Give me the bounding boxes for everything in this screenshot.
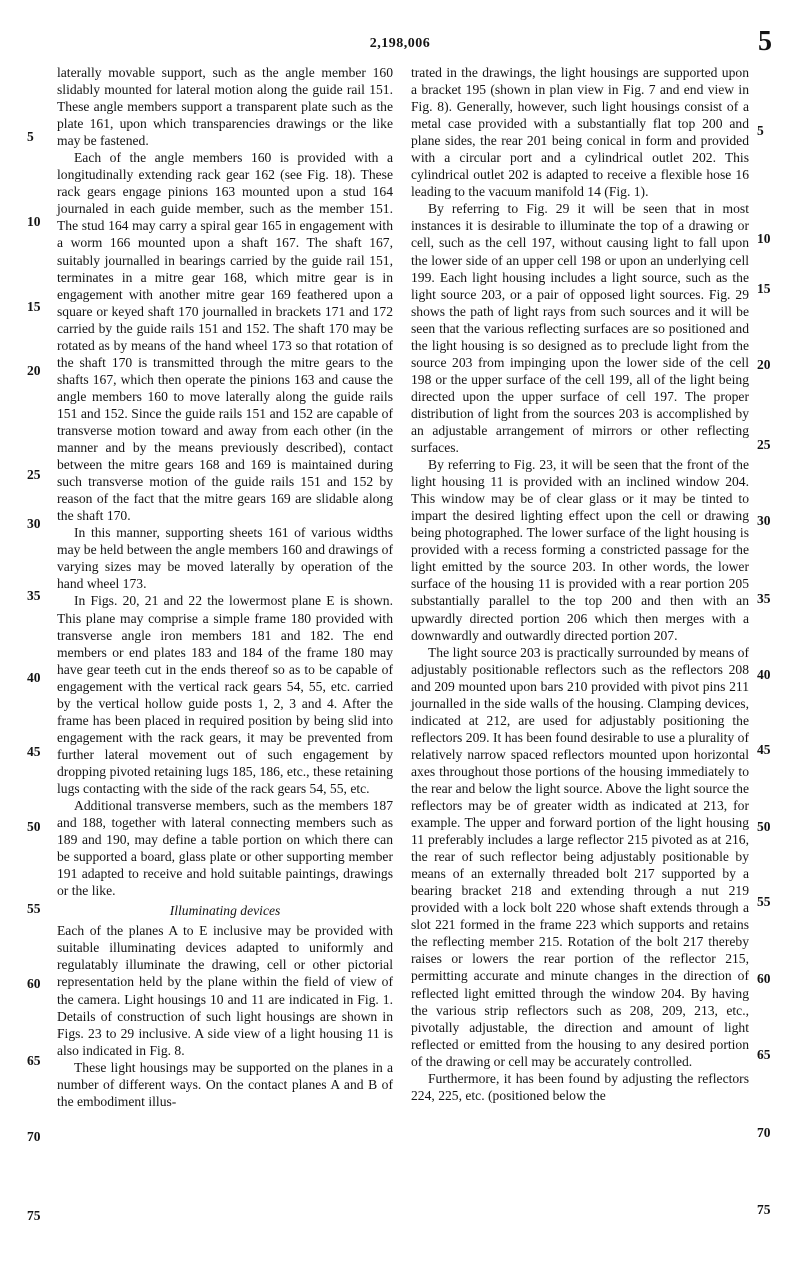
- line-number-right: 30: [757, 513, 771, 528]
- paragraph: The light source 203 is practically surrounded by means of adjustably positionable reflectors such as the reflectors 208 and 209 mounted upon bars 210 provided with pivot pins 211 journalled in the side walls of the housing. Clamping devices, indicated at 212, are used for adjustably positioning the reflectors 209. It has been found desirable to use a plurality of relatively narrow spaced reflectors mounted upon horizontal axes throughout those portions of the housing immediately to the rear and below the light source. Above the light source the reflectors may be of greater width as indicated at 213, for example. The upper and forward portion of the light housing 11 preferably includes a large reflector 215 pivoted as at 216, the rear of such reflector being adjustably positionable by means of an externally threaded bolt 217 supported by a bearing bracket 218 and extending through a nut 219 provided with a lock bolt 220 whose shaft extends through a slot 221 formed in the frame 223 which supports and retains the reflecting member 215. Rotation of the bolt 217 thereby raises or lowers the rear portion of the reflector 215, permitting accurate and minute changes in the direction of reflected light emitted through the window 204. By having the various strip reflectors such as 208, 209, 213, etc., pivotally adjustable, the direction and amount of light reflected or emitted from the housing to any desired portion of the drawing or cell may be accurately controlled.: [411, 644, 749, 1069]
- paragraph: Furthermore, it has been found by adjusting the reflectors 224, 225, etc. (positioned below the: [411, 1070, 749, 1103]
- line-number-right: 60: [757, 971, 771, 986]
- line-number-right: 40: [757, 667, 771, 682]
- paragraph: In this manner, supporting sheets 161 of various widths may be held between the angle members 160 and drawings of varying sizes may be moved laterally by operation of the hand wheel 173.: [57, 525, 393, 592]
- line-number-right: 25: [757, 437, 771, 452]
- line-number-right: 10: [757, 231, 771, 246]
- paragraph: trated in the drawings, the light housings are supported upon a bracket 195 (shown in plan view in Fig. 7 and end view in Fig. 8). Generally, however, such light housings consist of a metal case provided with a substantially flat top 200 and plane sides, the rear 201 being conical in form and provided with a circular port and a cylindrical outlet 202. This cylindrical outlet 202 is adapted to receive a flexible hose 16 leading to the vacuum manifold 14 (Fig. 1).: [411, 65, 749, 200]
- line-number-right: 65: [757, 1047, 771, 1062]
- line-number-left: 70: [27, 1129, 41, 1144]
- line-number-left: 30: [27, 516, 41, 531]
- paragraph: Each of the angle members 160 is provided with a longitudinally extending rack gear 162 (see Fig. 18). These rack gears engage pinions 163 mounted upon a stud 164 journaled in each guide member, such as the member 151. The stud 164 may carry a spiral gear 165 in engagement with a worm 166 mounted upon a shaft 167. The shaft 167, suitably journalled in bearings carried by the guide rail 151, terminates in a mitre gear 168, which mitre gear is in engagement with another mitre gear 169 feathered upon a square or keyed shaft 170 journalled in brackets 171 and 172 carried by the guide rails 151 and 152. The shaft 170 may be rotated as by means of the hand wheel 173 so that rotation of the shaft 170 is transmitted through the mitre gears to the shafts 167, which then operate the pinions 163 and cause the angle members 160 to move laterally along the guide rails 151 and 152. Since the guide rails 151 and 152 are capable of transverse motion toward and away from each other (in the manner and by the means previously described), contact between the mitre gears 168 and 169 is maintained during such transverse motion of the guide rails 151 and 152 by reason of the fact that the mitre gears 169 are slidable along the shaft 170.: [57, 150, 393, 524]
- line-number-right: 5: [757, 123, 764, 138]
- line-number-left: 45: [27, 744, 41, 759]
- line-number-right: 55: [757, 894, 771, 909]
- line-number-left: 5: [27, 129, 34, 144]
- line-number-left: 55: [27, 901, 41, 916]
- left-column: [57, 64, 393, 1110]
- line-number-left: 50: [27, 819, 41, 834]
- patent-number: 2,198,006: [369, 36, 431, 51]
- line-number-left: 10: [27, 214, 41, 229]
- line-number-right: 15: [757, 281, 771, 296]
- section-heading: Illuminating devices: [169, 903, 281, 919]
- page-number: 5: [758, 26, 772, 57]
- line-number-left: 20: [27, 363, 41, 378]
- right-column: [411, 64, 749, 1104]
- line-number-right: 45: [757, 742, 771, 757]
- line-number-left: 35: [27, 588, 41, 603]
- line-number-right: 35: [757, 591, 771, 606]
- line-number-left: 40: [27, 670, 41, 685]
- line-number-left: 15: [27, 299, 41, 314]
- line-number-right: 70: [757, 1125, 771, 1140]
- line-number-right: 20: [757, 357, 771, 372]
- paragraph: Each of the planes A to E inclusive may be provided with suitable illuminating devices adapted to uniformly and regulatably illuminate the drawing, cell or other pictorial representation held by the plane within the field of view of the camera. Light housings 10 and 11 are indicated in Fig. 1. Details of construction of such light housings are shown in Figs. 23 to 29 inclusive. A side view of a light housing 11 is also indicated in Fig. 8.: [57, 923, 393, 1058]
- paragraph: By referring to Fig. 23, it will be seen that the front of the light housing 11 is provided with an inclined window 204. This window may be of clear glass or it may be tinted to impart the desired lighting effect upon the cell or drawing being photographed. The lower surface of the light housing is provided with a recess forming a constricted passage for the light emitted by the source 203. In other words, the lower surface of the housing 11 is provided with a rear portion 205 substantially parallel to the top 200 and then with an upwardly directed portion 206 which then merges with a downwardly and outwardly directed portion 207.: [411, 457, 749, 643]
- line-number-left: 25: [27, 467, 41, 482]
- paragraph: In Figs. 20, 21 and 22 the lowermost plane E is shown. This plane may comprise a simple frame 180 provided with transverse angle iron members 181 and 182. The end members or end plates 183 and 184 of the frame 180 may have gear teeth cut in the ends thereof so as to be capable of engagement with the vertical rack gears 54, 55, etc. carried by the vertical hollow guide posts 1, 2, 3 and 4. After the frame has been placed in required position by being slid into engagement with the rack gears, it may be prevented from further lateral movement out of such engagement by dropping pivoted retaining lugs 185, 186, etc., these retaining lugs contacting with the side of the rack gears 54, 55, etc.: [57, 593, 393, 796]
- paragraph: Additional transverse members, such as the members 187 and 188, together with lateral connecting members such as 189 and 190, may define a table portion on which there can be supported a board, glass plate or other supporting member 191 adapted to receive and hold suitable paintings, drawings or the like.: [57, 798, 393, 899]
- line-number-right: 50: [757, 819, 771, 834]
- paragraph: laterally movable support, such as the angle member 160 slidably mounted for lateral motion along the guide rail 151. These angle members support a transparent plate such as the plate 161, upon which transparencies drawings or the like may be fastened.: [57, 65, 393, 149]
- line-number-left: 60: [27, 976, 41, 991]
- line-number-right: 75: [757, 1202, 771, 1217]
- paragraph: These light housings may be supported on the planes in a number of different ways. On the contact planes A and B of the embodiment illus-: [57, 1059, 393, 1109]
- line-number-left: 65: [27, 1053, 41, 1068]
- line-number-left: 75: [27, 1208, 41, 1223]
- paragraph: By referring to Fig. 29 it will be seen that in most instances it is desirable to illuminate the top of a drawing or cell, such as the cell 197, without causing light to fall upon the lower side of an upper cell 198 or upon an underlying cell 199. Each light housing includes a light source, such as the light source 203, or a pair of opposed light sources. Fig. 29 shows the path of light rays from such sources and it will be seen that the various reflecting surfaces are so positioned and the light housing is so designed as to preclude light from the source 203 from impinging upon the lower side of the cell 198 or the upper surface of the cell 199, all of the light being directed upon the upper surface of cell 197. The proper distribution of light from the sources 203 is accomplished by an adjustable arrangement of mirrors or other reflecting surfaces.: [411, 201, 749, 456]
